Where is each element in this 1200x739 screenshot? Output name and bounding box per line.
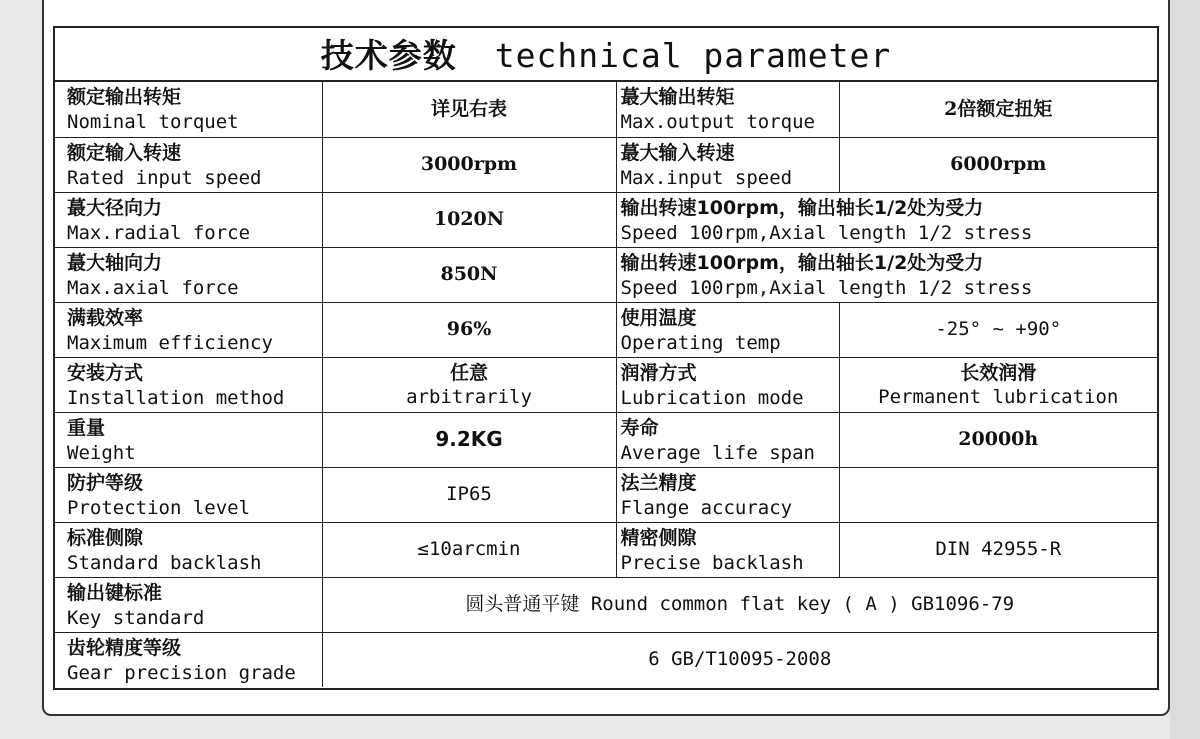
param-value xyxy=(839,467,1157,522)
param-value: -25° ~ +90° xyxy=(839,302,1157,357)
page-edge xyxy=(1170,0,1200,739)
param-value: ≤10arcmin xyxy=(322,522,616,577)
param-label: 安装方式 Installation method xyxy=(55,357,322,412)
param-label: 蕞大轴向力 Max.axial force xyxy=(55,247,322,302)
param-label: 额定输出转矩 Nominal torquet xyxy=(55,82,322,137)
param-note: 输出转速100rpm，输出轴长1/2处为受力 Speed 100rpm,Axial length 1/2 stress xyxy=(616,192,1157,247)
param-note: 输出转速100rpm，输出轴长1/2处为受力 Speed 100rpm,Axial length 1/2 stress xyxy=(616,247,1157,302)
title-cn: 技术参数 xyxy=(320,36,457,75)
param-label: 使用温度 Operating temp xyxy=(616,302,839,357)
param-label: 润滑方式 Lubrication mode xyxy=(616,357,839,412)
table-row xyxy=(55,137,1157,192)
param-label: 额定输入转速 Rated input speed xyxy=(55,137,322,192)
table-row xyxy=(55,247,1157,302)
spec-grid xyxy=(55,82,1157,687)
param-label: 精密侧隙 Precise backlash xyxy=(616,522,839,577)
param-value: 详见右表 xyxy=(322,82,616,137)
title-en: technical parameter xyxy=(494,36,892,75)
param-value: 圆头普通平键 Round common flat key ( A ) GB1096-79 xyxy=(322,577,1157,632)
param-label: 齿轮精度等级 Gear precision grade xyxy=(55,632,322,687)
param-label: 蕞大径向力 Max.radial force xyxy=(55,192,322,247)
technical-parameter-table xyxy=(53,26,1159,690)
table-row xyxy=(55,82,1157,137)
param-label: 重量 Weight xyxy=(55,412,322,467)
param-value: DIN 42955-R xyxy=(839,522,1157,577)
param-value: 2倍额定扭矩 xyxy=(839,82,1157,137)
param-value: 长效润滑 Permanent lubrication xyxy=(839,357,1157,412)
table-row xyxy=(55,632,1157,687)
param-label: 标准侧隙 Standard backlash xyxy=(55,522,322,577)
param-label: 法兰精度 Flange accuracy xyxy=(616,467,839,522)
table-row xyxy=(55,467,1157,522)
param-value: 20000h xyxy=(839,412,1157,467)
table-row xyxy=(55,192,1157,247)
param-label: 满载效率 Maximum efficiency xyxy=(55,302,322,357)
param-value: 96% xyxy=(322,302,616,357)
param-label: 蕞大输入转速 Max.input speed xyxy=(616,137,839,192)
param-value: 1020N xyxy=(322,192,616,247)
param-value: 6 GB/T10095-2008 xyxy=(322,632,1157,687)
param-label: 蕞大输出转矩 Max.output torque xyxy=(616,82,839,137)
table-row xyxy=(55,302,1157,357)
table-row xyxy=(55,357,1157,412)
param-label: 防护等级 Protection level xyxy=(55,467,322,522)
param-value: 任意 arbitrarily xyxy=(322,357,616,412)
param-value: 850N xyxy=(322,247,616,302)
param-value: 9.2KG xyxy=(322,412,616,467)
param-value: 6000rpm xyxy=(839,137,1157,192)
table-row xyxy=(55,522,1157,577)
table-row xyxy=(55,412,1157,467)
param-label: 输出键标准 Key standard xyxy=(55,577,322,632)
param-label: 寿命 Average life span xyxy=(616,412,839,467)
param-value: 3000rpm xyxy=(322,137,616,192)
table-row xyxy=(55,577,1157,632)
table-title xyxy=(55,28,1157,82)
param-value: IP65 xyxy=(322,467,616,522)
